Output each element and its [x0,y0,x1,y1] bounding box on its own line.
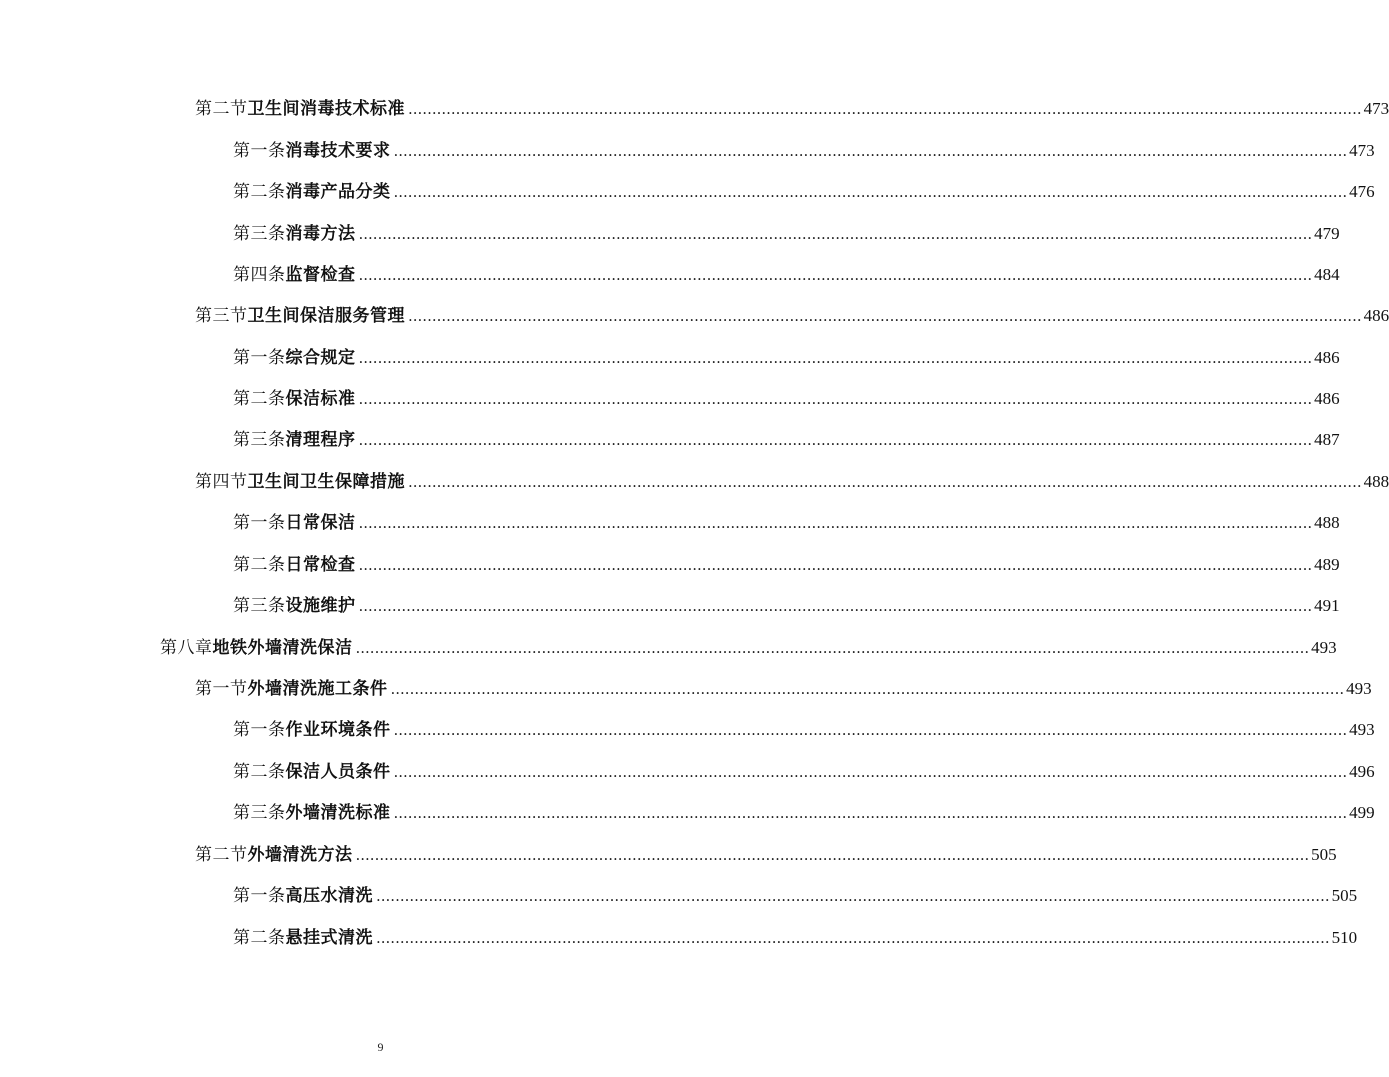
entry-page-number: 489 [1314,555,1340,574]
entry-title: 外墙清洗方法 [247,845,353,865]
entry-label: 第一条 [233,720,286,740]
entry-page-number: 491 [1314,596,1340,615]
dot-leader: ........................................................................................................................................................................................................ [358,266,1313,284]
entry-title: 日常保洁 [285,513,356,533]
entry-page-number: 484 [1314,265,1340,284]
entry-label: 第三条 [233,430,286,450]
entry-label: 第二条 [233,762,286,782]
entry-title: 卫生间消毒技术标准 [247,99,405,119]
entry-page-number: 505 [1311,845,1337,864]
dot-leader: ........................................................................................................................................................................................................ [393,804,1348,822]
dot-leader: ........................................................................................................................................................................................................ [393,183,1348,201]
toc-entry-section[interactable] [195,304,1389,328]
entry-title: 外墙清洗施工条件 [247,679,388,699]
entry-title: 综合规定 [285,348,356,368]
entry-title: 设施维护 [285,596,356,616]
toc-entry-article[interactable] [233,718,1375,742]
entry-label: 第三条 [233,224,286,244]
footer-page-number: 9 [377,1040,384,1054]
toc-entry-article[interactable] [233,139,1375,163]
toc-entry-article[interactable] [233,387,1340,411]
dot-leader: ........................................................................................................................................................................................................ [376,887,1330,905]
dot-leader: ........................................................................................................................................................................................................ [358,390,1313,408]
entry-title: 日常检查 [285,555,356,575]
entry-title: 卫生间保洁服务管理 [247,306,405,326]
toc-entry-article[interactable] [233,884,1358,908]
entry-label: 第一条 [233,141,286,161]
entry-label: 第二条 [233,928,286,948]
entry-title: 清理程序 [285,430,356,450]
entry-label: 第一条 [233,886,286,906]
entry-page-number: 488 [1314,513,1340,532]
dot-leader: ........................................................................................................................................................................................................ [408,307,1362,325]
toc-entry-article[interactable] [233,553,1340,577]
entry-page-number: 473 [1363,99,1389,118]
entry-page-number: 479 [1314,224,1340,243]
entry-page-number: 496 [1349,762,1375,781]
toc-entry-section[interactable] [195,97,1389,121]
dot-leader: ........................................................................................................................................................................................................ [358,514,1313,532]
entry-label: 第三节 [195,306,248,326]
toc-entry-article[interactable] [233,594,1340,618]
toc-entry-article[interactable] [233,263,1340,287]
entry-label: 第四条 [233,265,286,285]
dot-leader: ........................................................................................................................................................................................................ [355,846,1310,864]
entry-label: 第三条 [233,803,286,823]
toc-entry-article[interactable] [233,760,1375,784]
entry-page-number: 499 [1349,803,1375,822]
dot-leader: ........................................................................................................................................................................................................ [355,639,1310,657]
entry-title: 悬挂式清洗 [285,928,373,948]
entry-label: 第二条 [233,389,286,409]
entry-title: 消毒产品分类 [285,182,391,202]
toc-entry-article[interactable] [233,511,1340,535]
dot-leader: ........................................................................................................................................................................................................ [408,100,1362,118]
entry-page-number: 473 [1349,141,1375,160]
toc-entry-article[interactable] [233,801,1375,825]
toc-entry-article[interactable] [233,346,1340,370]
dot-leader: ........................................................................................................................................................................................................ [408,473,1362,491]
entry-page-number: 493 [1311,638,1337,657]
entry-page-number: 487 [1314,430,1340,449]
dot-leader: ........................................................................................................................................................................................................ [393,142,1348,160]
entry-title: 监督检查 [285,265,356,285]
entry-page-number: 486 [1363,306,1389,325]
entry-title: 保洁标准 [285,389,356,409]
toc-entry-article[interactable] [233,180,1375,204]
dot-leader: ........................................................................................................................................................................................................ [358,349,1313,367]
entry-label: 第三条 [233,596,286,616]
toc-entry-section[interactable] [195,470,1389,494]
entry-title: 高压水清洗 [285,886,373,906]
toc-entry-article[interactable] [233,926,1358,950]
dot-leader: ........................................................................................................................................................................................................ [358,597,1313,615]
entry-label: 第四节 [195,472,248,492]
entry-title: 地铁外墙清洗保洁 [212,638,353,658]
dot-leader: ........................................................................................................................................................................................................ [390,680,1345,698]
dot-leader: ........................................................................................................................................................................................................ [358,225,1313,243]
entry-page-number: 488 [1363,472,1389,491]
entry-title: 卫生间卫生保障措施 [247,472,405,492]
entry-title: 消毒方法 [285,224,356,244]
entry-page-number: 486 [1314,348,1340,367]
entry-title: 外墙清洗标准 [285,803,391,823]
dot-leader: ........................................................................................................................................................................................................ [358,431,1313,449]
entry-page-number: 486 [1314,389,1340,408]
entry-page-number: 493 [1346,679,1372,698]
entry-page-number: 510 [1331,928,1358,947]
entry-page-number: 493 [1349,720,1375,739]
entry-label: 第一条 [233,513,286,533]
toc-entry-section[interactable] [195,843,1337,867]
toc-entry-chapter[interactable] [160,636,1337,660]
entry-title: 作业环境条件 [285,720,391,740]
dot-leader: ........................................................................................................................................................................................................ [393,721,1348,739]
entry-label: 第一条 [233,348,286,368]
toc-entry-section[interactable] [195,677,1372,701]
toc-entry-article[interactable] [233,222,1340,246]
entry-title: 保洁人员条件 [285,762,391,782]
entry-label: 第一节 [195,679,248,699]
dot-leader: ........................................................................................................................................................................................................ [358,556,1313,574]
entry-title: 消毒技术要求 [285,141,391,161]
entry-label: 第二节 [195,845,248,865]
dot-leader: ........................................................................................................................................................................................................ [376,929,1330,947]
entry-page-number: 476 [1349,182,1375,201]
dot-leader: ........................................................................................................................................................................................................ [393,763,1348,781]
entry-label: 第二节 [195,99,248,119]
entry-label: 第八章 [160,638,213,658]
entry-page-number: 505 [1331,886,1358,905]
entry-label: 第二条 [233,555,286,575]
toc-entry-article[interactable] [233,428,1340,452]
entry-label: 第二条 [233,182,286,202]
